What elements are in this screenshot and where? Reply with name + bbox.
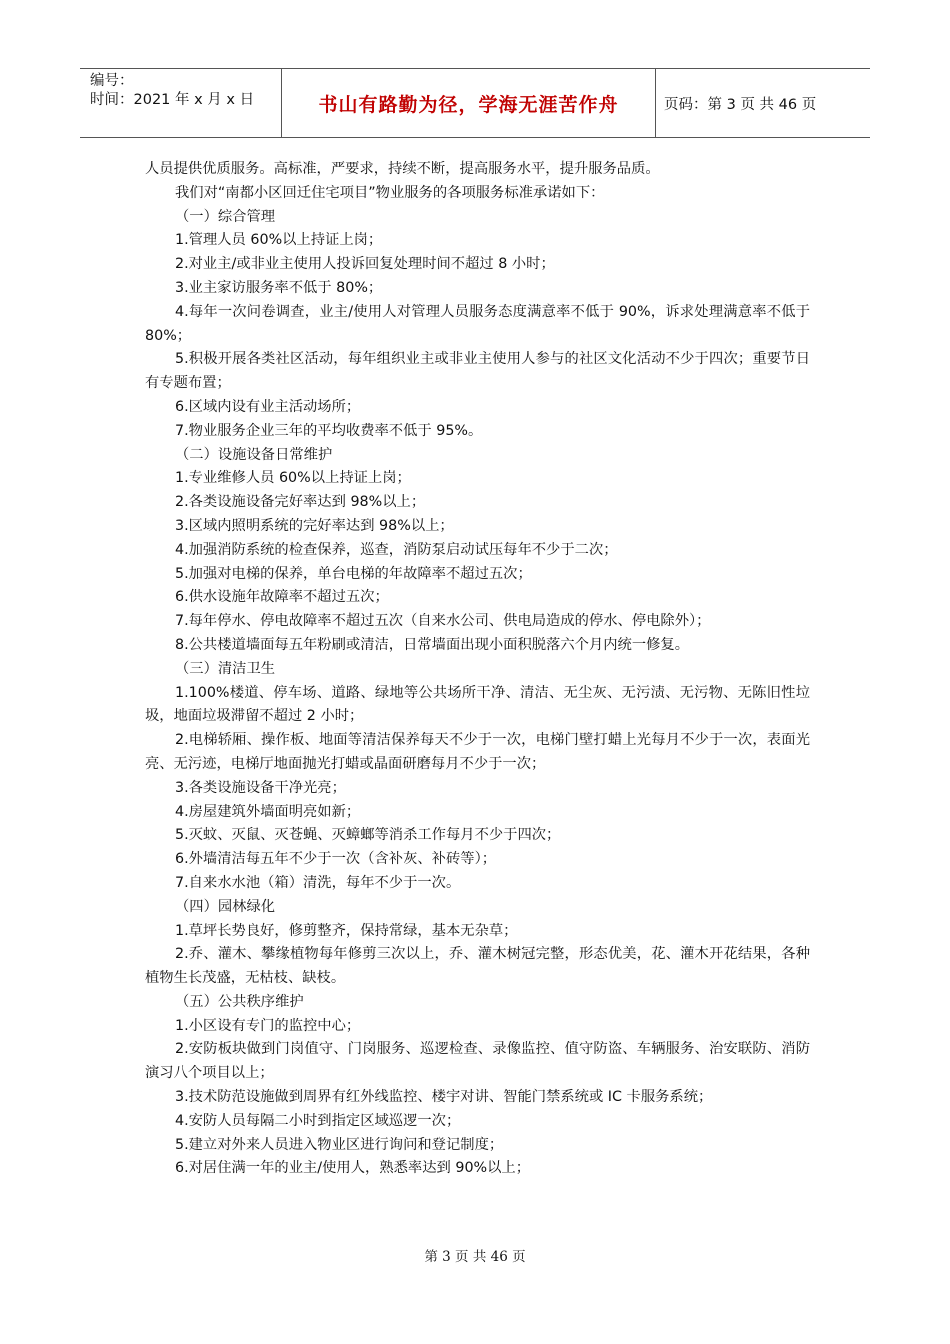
list-item: 2.电梯轿厢、操作板、地面等清洁保养每天不少于一次，电梯门壁打蜡上光每月不少于一次，表面光亮、无污迹，电梯厅地面抛光打蜡或晶面研磨每月不少于一次； (145, 732, 810, 772)
list-item: 6.对居住满一年的业主/使用人，熟悉率达到 90%以上； (175, 1160, 531, 1177)
list-item: 4.安防人员每隔二小时到指定区域巡逻一次； (175, 1112, 461, 1129)
section-heading: （二）设施设备日常维护 (175, 446, 333, 463)
list-item: 5.建立对外来人员进入物业区进行询问和登记制度； (175, 1136, 504, 1153)
header-motto: 书山有路勤为径，学海无涯苦作舟 (282, 69, 656, 137)
list-item: 7.自来水水池（箱）清洗，每年不少于一次。 (175, 874, 461, 891)
list-item: 2.对业主/或非业主使用人投诉回复处理时间不超过 8 小时； (175, 256, 555, 273)
section-heading: （一）综合管理 (175, 208, 276, 225)
section-heading: （三）清洁卫生 (175, 660, 276, 677)
list-item: 4.加强消防系统的检查保养，巡查，消防泵启动试压每年不少于二次； (175, 541, 618, 558)
list-item: 6.供水设施年故障率不超过五次； (175, 589, 389, 606)
list-item: 3.区域内照明系统的完好率达到 98%以上； (175, 517, 454, 534)
list-item: 5.加强对电梯的保养，单台电梯的年故障率不超过五次； (175, 565, 532, 582)
list-item: 3.业主家访服务率不低于 80%； (175, 279, 383, 296)
header-page-info: 页码：第 3 页 共 46 页 (664, 96, 817, 113)
list-item: 1.草坪长势良好，修剪整齐，保持常绿，基本无杂草； (175, 922, 518, 939)
list-item: 2.各类设施设备完好率达到 98%以上； (175, 494, 426, 511)
paragraph: 我们对“南都小区回迁住宅项目”物业服务的各项服务标准承诺如下： (175, 184, 605, 201)
list-item: 1.专业维修人员 60%以上持证上岗； (175, 470, 411, 487)
list-item: 6.外墙清洁每五年不少于一次（含补灰、补砖等）； (175, 851, 497, 868)
list-item: 7.每年停水、停电故障率不超过五次（自来水公司、供电局造成的停水、停电除外）； (175, 613, 711, 630)
list-item: 4.房屋建筑外墙面明亮如新； (175, 803, 361, 820)
header-meta (80, 69, 282, 137)
list-item: 5.积极开展各类社区活动，每年组织业主或非业主使用人参与的社区文化活动不少于四次；重要节日有专题布置； (145, 351, 810, 392)
page-footer: 第 3 页 共 46 页 (424, 1249, 526, 1265)
section-heading: （五）公共秩序维护 (175, 993, 304, 1010)
list-item: 1.管理人员 60%以上持证上岗； (175, 232, 383, 249)
list-item: 1.100%楼道、停车场、道路、绿地等公共场所干净、清洁、无尘灰、无污渍、无污物、无陈旧性垃圾，地面垃圾滞留不超过 2 小时； (145, 684, 810, 725)
list-item: 3.技术防范设施做到周界有红外线监控、楼宇对讲、智能门禁系统或 IC 卡服务系统； (175, 1089, 713, 1106)
section-heading: （四）园林绿化 (175, 898, 276, 915)
page-header (80, 68, 870, 138)
document-date: 时间：2021 年 x 月 x 日 (90, 92, 255, 108)
list-item: 7.物业服务企业三年的平均收费率不低于 95%。 (175, 422, 483, 439)
list-item: 5.灭蚊、灭鼠、灭苍蝇、灭蟑螂等消杀工作每月不少于四次； (175, 827, 561, 844)
list-item: 4.每年一次问卷调查，业主/使用人对管理人员服务态度满意率不低于 90%，诉求处理满意率不低于 80%； (145, 303, 810, 344)
list-item: 8.公共楼道墙面每五年粉刷或清洁，日常墙面出现小面积脱落六个月内统一修复。 (175, 636, 690, 653)
list-item: 1.小区设有专门的监控中心； (175, 1017, 361, 1034)
list-item: 3.各类设施设备干净光亮； (175, 779, 346, 796)
document-number-label: 编号： (90, 73, 134, 89)
list-item: 2.乔、灌木、攀缘植物每年修剪三次以上，乔、灌木树冠完整，形态优美，花、灌木开花结果，各种植物生长茂盛，无枯枝、缺枝。 (145, 946, 810, 987)
document-body (145, 158, 810, 1181)
list-item: 2.安防板块做到门岗值守、门岗服务、巡逻检查、录像监控、值守防盗、车辆服务、治安联防、消防演习八个项目以上； (145, 1041, 810, 1082)
paragraph: 人员提供优质服务。高标准，严要求，持续不断，提高服务水平，提升服务品质。 (145, 161, 660, 177)
list-item: 6.区域内设有业主活动场所； (175, 398, 361, 415)
